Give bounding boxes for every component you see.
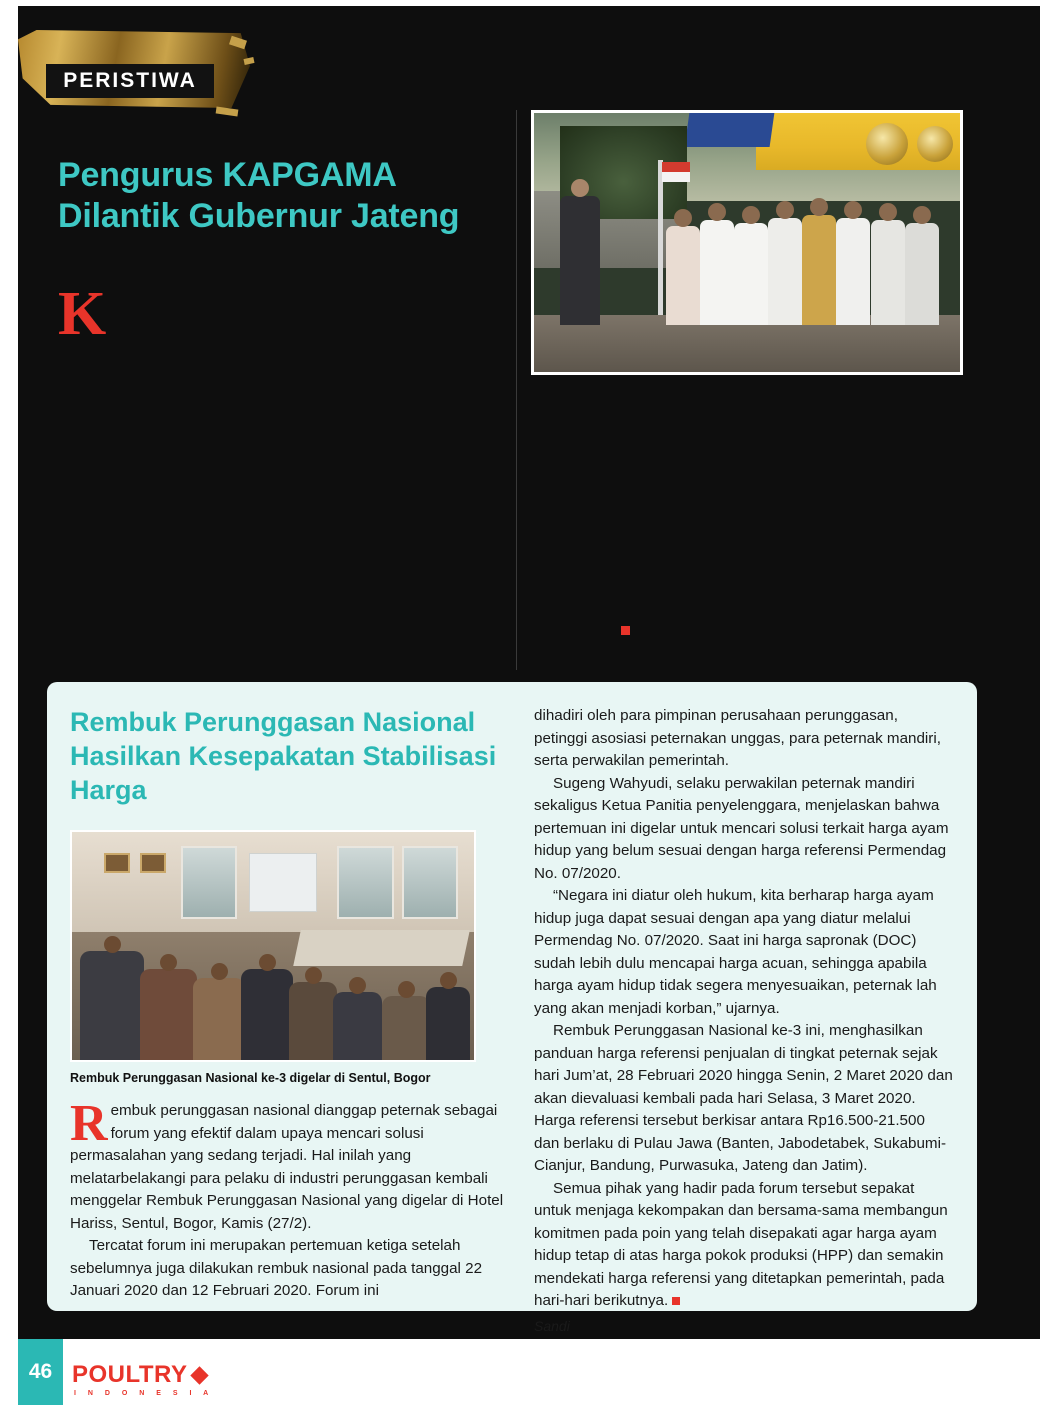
photo-people-row bbox=[534, 191, 960, 326]
paragraph-text: embuk perunggasan nasional dianggap peternak sebagai forum yang efektif dalam upaya mencari solusi permasalahan yang sedang terjadi. Hal inilah yang melatarbelakangi para pelaku di industri perunggasan kembali menggelar Rembuk Perunggasan Nasional yang digelar di Hotel Hariss, Sentul, Bogor, Kamis (27/2). bbox=[70, 1102, 504, 1232]
photo-person bbox=[700, 220, 734, 325]
column-divider bbox=[516, 110, 517, 670]
page-right-margin bbox=[1040, 0, 1058, 1411]
paragraph: Tercatat forum ini merupakan pertemuan ketiga setelah sebelumnya juga dilakukan rembuk nasional pada tanggal 22 Januari 2020 dan 12 Februari 2020. Forum ini bbox=[70, 1237, 483, 1299]
ribbon-speck bbox=[216, 107, 239, 117]
photo-attendee bbox=[241, 969, 293, 1060]
photo-person bbox=[871, 220, 905, 325]
bottom-article-headline: Rembuk Perunggasan Nasional Hasilkan Kesepakatan Stabilisasi Harga bbox=[70, 707, 497, 805]
article-column-right bbox=[534, 705, 954, 1337]
photo-person bbox=[560, 196, 600, 325]
photo-wall-portrait bbox=[104, 853, 130, 873]
photo-attendee bbox=[193, 978, 245, 1060]
magazine-logo bbox=[72, 1361, 206, 1389]
bottom-article-card bbox=[47, 682, 977, 1334]
bottom-article-photo bbox=[70, 830, 476, 1062]
photo-attendee bbox=[382, 996, 430, 1060]
diamond-icon bbox=[190, 1366, 208, 1384]
top-article-headline: Pengurus KAPGAMA Dilantik Gubernur Jateng bbox=[58, 156, 460, 235]
photo-attendee bbox=[426, 987, 470, 1060]
article-column-left bbox=[70, 1095, 510, 1303]
paragraph: Sugeng Wahyudi, selaku perwakilan peternak mandiri sekaligus Ketua Panitia penyelenggara, menjelaskan bahwa pertemuan ini digelar untuk mencari solusi terkait harga ayam hidup yang belum sesuai dengan harga referensi Permendag No. 07/2020. bbox=[534, 774, 949, 882]
photo-attendee bbox=[140, 969, 196, 1060]
top-article-photo bbox=[531, 110, 963, 375]
photo-person bbox=[905, 223, 939, 325]
photo-attendee bbox=[80, 951, 144, 1060]
paragraph: dihadiri oleh para pimpinan perusahaan perunggasan, petinggi asosiasi peternakan unggas, para peternak mandiri, serta perwakilan pemerintah. bbox=[534, 707, 941, 769]
section-kicker-label: PERISTIWA bbox=[46, 64, 214, 98]
photo-blue-banner bbox=[685, 113, 775, 147]
photo-flag bbox=[662, 162, 690, 182]
photo-person bbox=[802, 215, 836, 325]
photo-person bbox=[836, 218, 870, 326]
photo-window bbox=[402, 846, 458, 919]
end-of-article-marker bbox=[621, 626, 630, 635]
article-dropcap: R bbox=[70, 1095, 108, 1152]
paragraph-text: Semua pihak yang hadir pada forum tersebut sepakat untuk menjaga kekompakan dan bersama-sama membangun komitmen pada poin yang telah disepakati agar harga ayam hidup tetap di atas harga pokok produksi (HPP) dan semakin mendekati harga referensi yang ditetapkan pemerintah, pada hari-hari berikutnya. bbox=[534, 1179, 948, 1309]
photo-window bbox=[181, 846, 237, 919]
photo-wall-portrait bbox=[140, 853, 166, 873]
photo-window bbox=[337, 846, 393, 919]
photo-attendee bbox=[289, 982, 337, 1060]
photo-caption: Rembuk Perunggasan Nasional ke-3 digelar di Sentul, Bogor bbox=[70, 1071, 431, 1085]
photo-person bbox=[734, 223, 768, 325]
photo-projector-screen bbox=[249, 853, 317, 912]
magazine-logo-subtitle: I N D O N E S I A bbox=[74, 1390, 214, 1397]
end-of-article-marker bbox=[672, 1297, 680, 1305]
logo-text: POULTRY bbox=[72, 1361, 188, 1388]
photo-person bbox=[768, 218, 802, 326]
section-ribbon bbox=[18, 22, 268, 117]
paragraph: Rembuk Perunggasan Nasional ke-3 ini, menghasilkan panduan harga referensi penjualan di tingkat peternak sejak hari Jum’at, 28 Februari 2020 hingga Senin, 2 Maret 2020 dan akan dievaluasi kembali pada hari Selasa, 3 Maret 2020. Harga referensi tersebut berkisar antara Rp16.500-21.500 dan berlaku di Pulau Jawa (Banten, Jabodetabek, Sukabumi-Cianjur, Bandung, Purwasuka, Jateng dan Jatim). bbox=[534, 1022, 953, 1174]
ribbon-speck bbox=[243, 57, 254, 65]
photo-meeting-table bbox=[293, 930, 470, 966]
photo-attendee bbox=[333, 992, 381, 1060]
article-byline: Sandi bbox=[534, 1317, 570, 1334]
paragraph bbox=[534, 1178, 954, 1313]
photo-person bbox=[666, 226, 700, 326]
paragraph: “Negara ini diatur oleh hukum, kita berharap harga ayam hidup juga dapat sesuai dengan apa yang diatur melalui Permendag No. 07/2020. Saat ini harga sapronak (DOC) sudah lebih dulu mencapai harga acuan, sehingga apabila harga ayam hidup tidak segera menyesuaikan, peternak lah yang akan menjadi korban,” ujarnya. bbox=[534, 887, 937, 1017]
page-number: 46 bbox=[28, 1360, 53, 1383]
top-article-dropcap: K bbox=[58, 280, 107, 348]
paragraph bbox=[70, 1095, 510, 1235]
